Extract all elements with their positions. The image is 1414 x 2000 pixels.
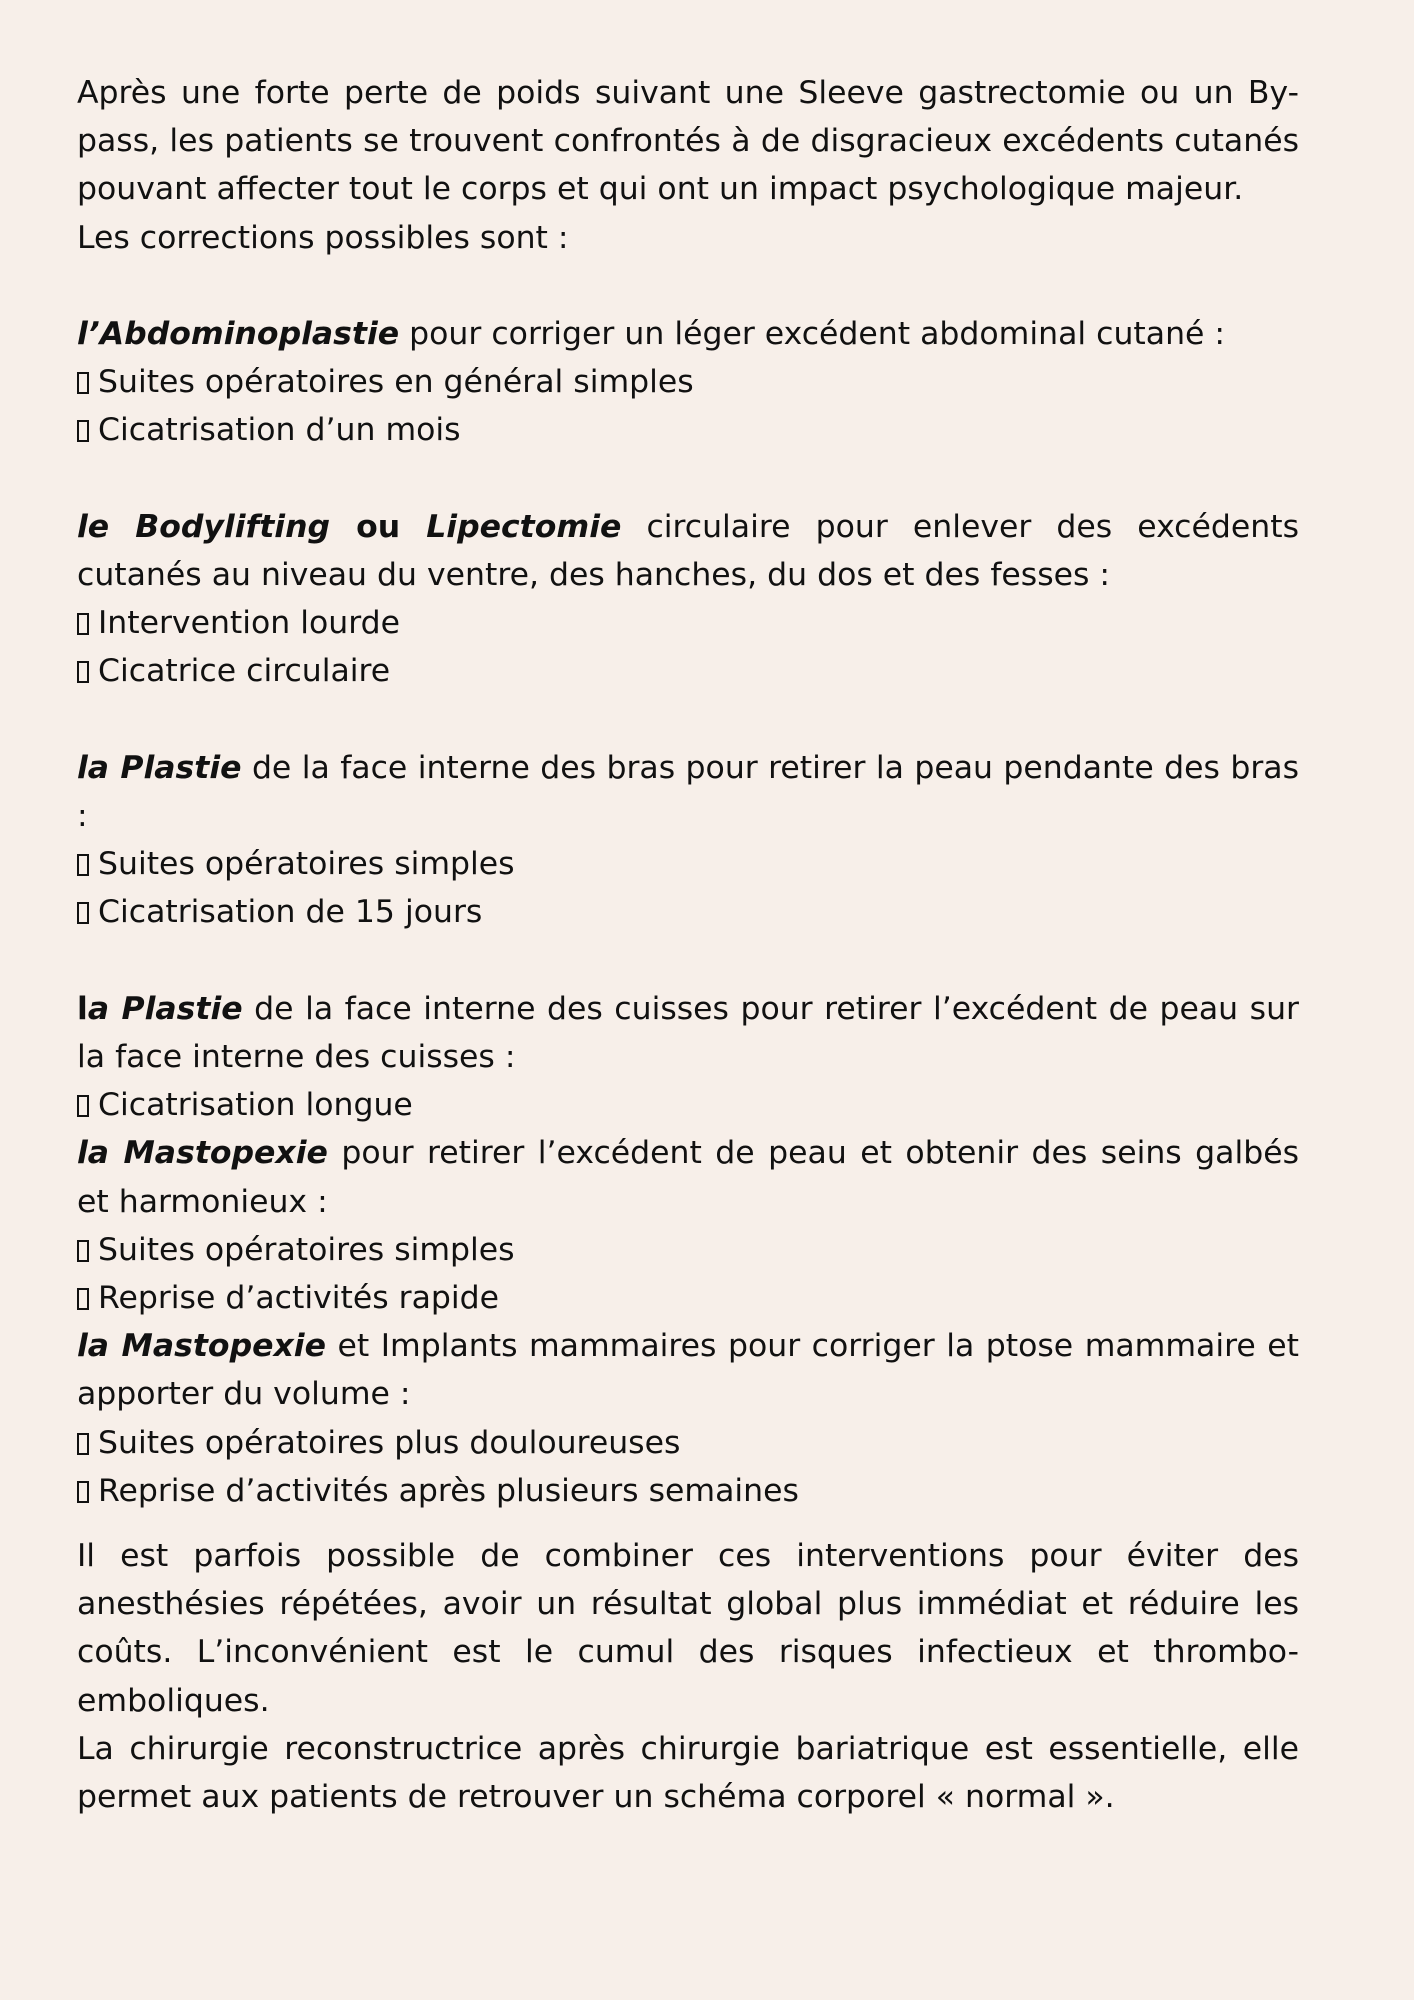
- section-heading: [77, 1129, 1299, 1225]
- section-heading: [77, 310, 1299, 358]
- spacer: [77, 937, 1299, 985]
- section-description: pour retirer l’excédent de peau et obtenir des seins galbés et harmonieux :: [77, 1135, 1299, 1220]
- section-description: de la face interne des cuisses pour retirer l’excédent de peau sur la face interne des cuisses :: [77, 990, 1299, 1075]
- section-heading: [77, 985, 1299, 1081]
- section-term-prefix: l: [77, 990, 88, 1027]
- list-item: Cicatrisation d’un mois: [77, 406, 1299, 454]
- list-item: Suites opératoires plus douloureuses: [77, 1419, 1299, 1467]
- checkbox-glyph-icon: [77, 854, 89, 876]
- section-term: l’Abdominoplastie: [77, 316, 400, 352]
- section-term: la Mastopexie: [77, 1135, 328, 1172]
- conclusion-paragraph: Il est parfois possible de combiner ces interventions pour éviter des anesthésies répétées, avoir un résultat global plus immédiat et réduire les coûts. L’inconvénient est le cumul des risques infectieux et thrombo-emboliques.: [77, 1538, 1299, 1719]
- closing-paragraph: La chirurgie reconstructrice après chirurgie bariatrique est essentielle, elle permet aux patients de retrouver un schéma corporel « normal ».: [77, 1730, 1299, 1816]
- checkbox-glyph-icon: [77, 902, 89, 924]
- checkbox-glyph-icon: [77, 1433, 89, 1455]
- checkbox-glyph-icon: [77, 613, 89, 635]
- section-mastopexie-implants: [77, 1322, 1299, 1515]
- section-description: et Implants mammaires pour corriger la ptose mammaire et apporter du volume :: [77, 1328, 1299, 1413]
- list-item: Reprise d’activités après plusieurs semaines: [77, 1467, 1299, 1515]
- section-term: la Mastopexie: [77, 1328, 326, 1365]
- checkbox-glyph-icon: [77, 1481, 89, 1503]
- section-term: a Plastie: [87, 990, 243, 1027]
- section-term: la Plastie: [77, 749, 242, 786]
- intro-lead: Les corrections possibles sont :: [77, 219, 569, 256]
- section-abdominoplastie: [77, 310, 1299, 455]
- section-mastopexie: [77, 1129, 1299, 1322]
- checkbox-glyph-icon: [77, 372, 89, 394]
- checkbox-glyph-icon: [77, 1240, 89, 1262]
- list-item: Cicatrice circulaire: [77, 647, 1299, 695]
- section-description: circulaire pour enlever des excédents cutanés au niveau du ventre, des hanches, du dos et des fesses :: [77, 508, 1299, 593]
- spacer: [77, 696, 1299, 744]
- list-item: Suites opératoires simples: [77, 1226, 1299, 1274]
- spacer: [77, 262, 1299, 310]
- intro-paragraph: Après une forte perte de poids suivant une Sleeve gastrectomie ou un By-pass, les patients se trouvent confrontés à de disgracieux excédents cutanés pouvant affecter tout le corps et qui ont un impact psychologique majeur.: [77, 75, 1299, 208]
- section-plastie-cuisses: [77, 985, 1299, 1130]
- checkbox-glyph-icon: [77, 661, 89, 683]
- checkbox-glyph-icon: [77, 420, 89, 442]
- section-heading: [77, 1322, 1299, 1418]
- section-description: pour corriger un léger excédent abdominal cutané :: [399, 316, 1226, 352]
- list-item: Suites opératoires en général simples: [77, 358, 1299, 406]
- section-bodylifting: [77, 503, 1299, 696]
- list-item: Suites opératoires simples: [77, 840, 1299, 888]
- spacer: [77, 455, 1299, 503]
- list-item: Cicatrisation longue: [77, 1081, 1299, 1129]
- section-term-secondary: Lipectomie: [426, 508, 622, 545]
- section-heading: [77, 503, 1299, 599]
- section-term: le Bodylifting: [77, 508, 331, 545]
- checkbox-glyph-icon: [77, 1288, 89, 1310]
- list-item: Intervention lourde: [77, 599, 1299, 647]
- spacer: [77, 1515, 1299, 1532]
- section-description: de la face interne des bras pour retirer la peau pendante des bras :: [77, 749, 1299, 834]
- section-heading: [77, 744, 1299, 840]
- checkbox-glyph-icon: [77, 1095, 89, 1117]
- list-item: Cicatrisation de 15 jours: [77, 888, 1299, 936]
- section-plastie-bras: [77, 744, 1299, 937]
- section-connector: ou: [330, 508, 427, 545]
- list-item: Reprise d’activités rapide: [77, 1274, 1299, 1322]
